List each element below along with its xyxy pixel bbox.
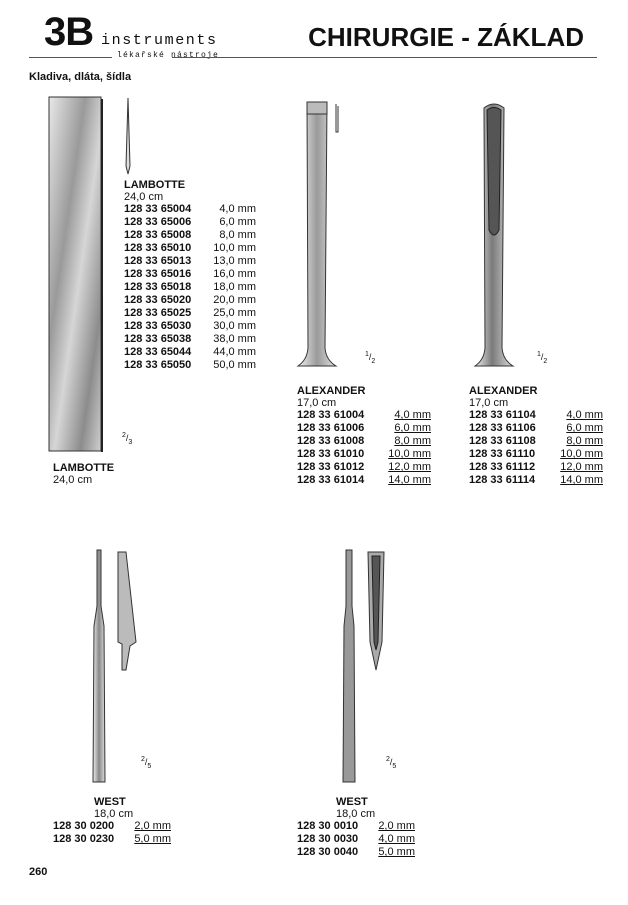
code-row [469,461,603,474]
product-size: 5,0 mm [378,846,415,858]
product-size: 4,0 mm [394,409,431,421]
alexander2-length: 17,0 cm [469,397,509,409]
product-code: 128 33 61106 [469,422,536,434]
brand-logo-3b: 3B [44,10,94,54]
brand-logo-word: instruments [101,32,218,49]
scale-num: 1 [365,351,369,358]
code-row [297,820,415,833]
product-size: 14,0 mm [388,474,431,486]
code-row [469,409,603,422]
product-size: 4,0 mm [378,833,415,845]
alexander2-scale: $^1/_2$ [537,351,548,365]
lambotte-caption [53,462,114,486]
product-size: 6,0 mm [566,422,603,434]
code-row [124,203,256,216]
west2-code-list [297,820,415,859]
scale-den: 3 [128,438,133,446]
brand-logo-subtitle: lékařské nástroje [117,51,220,60]
product-size: 13,0 mm [213,255,256,267]
code-row [124,333,256,346]
product-size: 50,0 mm [213,359,256,371]
scale-num: 1 [537,351,541,358]
product-code: 128 33 65018 [124,281,192,293]
code-row [297,422,431,435]
lambotte-product-block [124,179,256,372]
alexander2-product-block [469,385,603,487]
product-code: 128 33 65008 [124,229,192,241]
code-row [53,820,171,833]
product-size: 30,0 mm [213,320,256,332]
lambotte-name: LAMBOTTE [124,179,186,191]
code-row [124,268,256,281]
lambotte-scale: $^2/_3$ [122,432,133,446]
product-size: 14,0 mm [560,474,603,486]
scale-den: 5 [147,762,152,770]
product-code: 128 30 0230 [53,833,115,845]
west2-product-block [297,796,415,859]
product-code: 128 33 61104 [469,409,536,421]
alexander-chisel-illustration [292,98,347,370]
code-row [469,448,603,461]
scale-num: 2 [386,756,390,763]
alexander1-length: 17,0 cm [297,397,337,409]
product-size: 6,0 mm [219,216,256,228]
product-size: 25,0 mm [213,307,256,319]
code-row [124,359,256,372]
code-row [124,320,256,333]
product-code: 128 30 0010 [297,820,359,832]
product-code: 128 33 65013 [124,255,192,267]
product-size: 8,0 mm [566,435,603,447]
header-rule-right [172,57,597,58]
product-size: 6,0 mm [394,422,431,434]
product-size: 12,0 mm [388,461,431,473]
product-code: 128 33 61110 [469,448,536,460]
product-code: 128 33 65004 [124,203,192,215]
west-chisel-illustration [88,546,143,786]
product-code: 128 33 61114 [469,474,536,486]
product-size: 16,0 mm [213,268,256,280]
product-code: 128 30 0030 [297,833,359,845]
code-row [297,833,415,846]
product-size: 4,0 mm [566,409,603,421]
west2-length: 18,0 cm [336,808,376,820]
alexander1-name: ALEXANDER [297,385,366,397]
alexander1-code-list [297,409,431,487]
code-row [297,474,431,487]
section-title: Kladiva, dláta, šídla [29,71,132,83]
product-code: 128 33 65038 [124,333,192,345]
west1-product-block [53,796,171,846]
west1-code-list [53,820,171,846]
product-code: 128 33 65044 [124,346,192,358]
product-size: 2,0 mm [378,820,415,832]
code-row [469,474,603,487]
product-code: 128 30 0200 [53,820,115,832]
product-size: 10,0 mm [560,448,603,460]
west2-name: WEST [336,796,368,808]
product-code: 128 33 61006 [297,422,365,434]
product-size: 2,0 mm [134,820,171,832]
code-row [297,461,431,474]
product-size: 8,0 mm [219,229,256,241]
west-gouge-illustration [338,546,398,786]
product-code: 128 33 61014 [297,474,365,486]
product-size: 4,0 mm [219,203,256,215]
code-row [124,307,256,320]
product-size: 12,0 mm [560,461,603,473]
product-size: 38,0 mm [213,333,256,345]
alexander2-name: ALEXANDER [469,385,538,397]
code-row [124,255,256,268]
product-size: 10,0 mm [213,242,256,254]
west1-length: 18,0 cm [94,808,134,820]
product-size: 20,0 mm [213,294,256,306]
product-size: 44,0 mm [213,346,256,358]
code-row [124,242,256,255]
code-row [124,294,256,307]
header-rule-left [29,57,112,58]
product-code: 128 33 61012 [297,461,365,473]
code-row [469,422,603,435]
product-code: 128 33 61010 [297,448,365,460]
lambotte-caption-length: 24,0 cm [53,474,93,486]
code-row [124,216,256,229]
product-code: 128 30 0040 [297,846,359,858]
west1-scale: $^2/_5$ [141,756,152,770]
product-size: 10,0 mm [388,448,431,460]
code-row [297,435,431,448]
code-row [297,409,431,422]
lambotte-caption-name: LAMBOTTE [53,462,115,474]
product-code: 128 33 65030 [124,320,192,332]
code-row [124,229,256,242]
product-code: 128 33 65050 [124,359,192,371]
product-code: 128 33 61112 [469,461,536,473]
code-row [297,846,415,859]
lambotte-chisel-illustration [48,96,108,454]
alexander1-scale: $^1/_2$ [365,351,376,365]
product-code: 128 33 61008 [297,435,365,447]
west1-name: WEST [94,796,126,808]
scale-den: 2 [543,357,548,365]
alexander2-code-list [469,409,603,487]
product-code: 128 33 65025 [124,307,192,319]
product-code: 128 33 65006 [124,216,192,228]
scale-den: 5 [392,762,397,770]
scale-den: 2 [371,357,376,365]
lambotte-profile-icon [123,96,133,176]
product-code: 128 33 65010 [124,242,192,254]
product-code: 128 33 61108 [469,435,536,447]
product-code: 128 33 65020 [124,294,192,306]
code-row [53,833,171,846]
product-size: 5,0 mm [134,833,171,845]
code-row [297,448,431,461]
product-code: 128 33 61004 [297,409,365,421]
lambotte-length: 24,0 cm [124,191,164,203]
product-size: 8,0 mm [394,435,431,447]
page-number: 260 [29,866,48,878]
scale-num: 2 [141,756,145,763]
code-row [124,281,256,294]
code-row [124,346,256,359]
product-size: 18,0 mm [213,281,256,293]
west2-scale: $^2/_5$ [386,756,397,770]
scale-num: 2 [122,432,126,439]
lambotte-code-list [124,203,256,372]
page-title: CHIRURGIE - ZÁKLAD [308,22,584,52]
alexander-gouge-illustration [469,100,524,370]
product-code: 128 33 65016 [124,268,192,280]
code-row [469,435,603,448]
alexander1-product-block [297,385,431,487]
